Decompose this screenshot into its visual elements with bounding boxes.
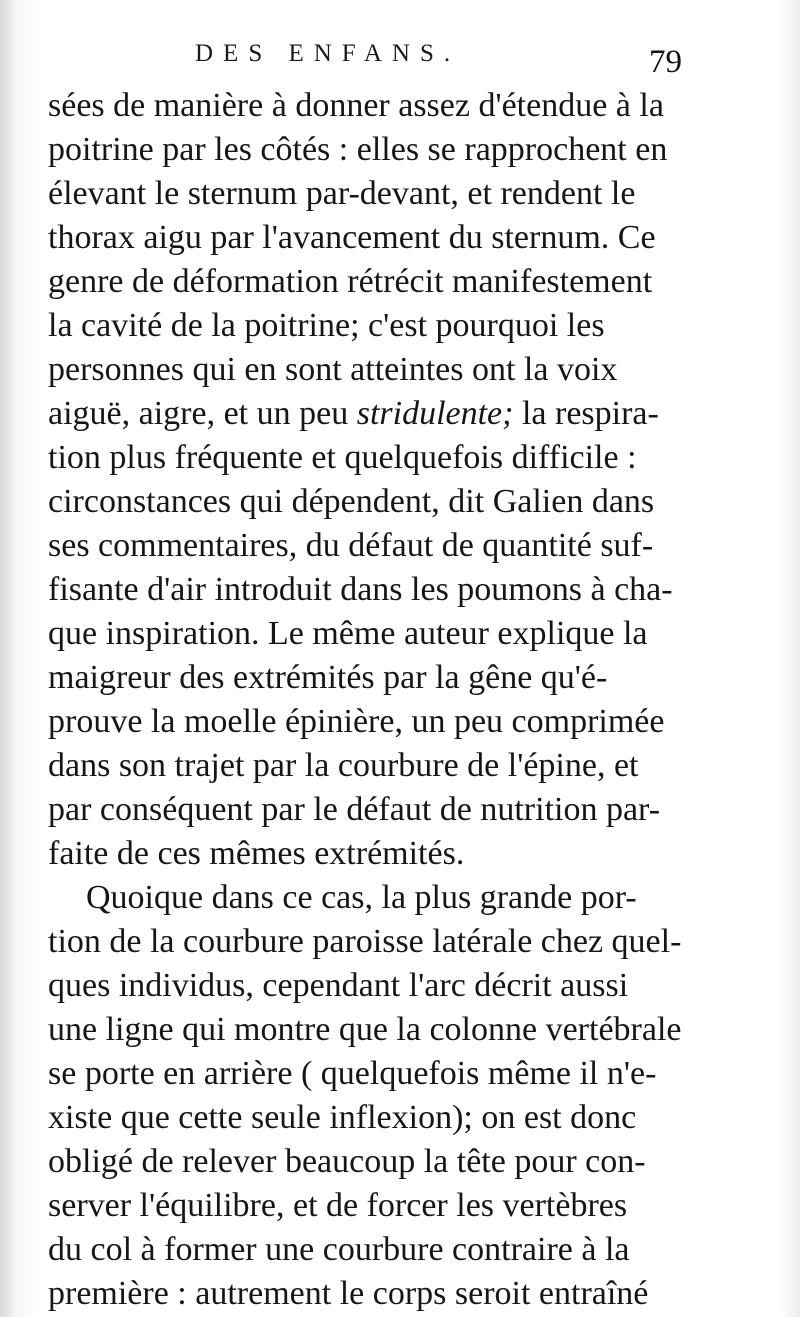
text-line: obligé de relever beaucoup la tête pour con- xyxy=(48,1143,646,1180)
text-line: que inspiration. Le même auteur explique la xyxy=(48,615,648,652)
text-line: faite de ces mêmes extrémités. xyxy=(48,835,465,872)
text-line: tion de la courbure paroisse latérale chez quel- xyxy=(48,923,682,960)
text-line: dans son trajet par la courbure de l'épine, et xyxy=(48,747,639,784)
text-line: thorax aigu par l'avancement du sternum. Ce xyxy=(48,219,656,256)
text-line: prouve la moelle épinière, un peu comprimée xyxy=(48,703,665,740)
text-line: maigreur des extrémités par la gêne qu'é- xyxy=(48,659,608,696)
running-head: DES ENFANS. xyxy=(195,40,461,67)
text-line: première : autrement le corps seroit entraîné xyxy=(48,1275,649,1312)
text-line: ses commentaires, du défaut de quantité suf- xyxy=(48,527,654,564)
text-line: tion plus fréquente et quelquefois difficile : xyxy=(48,439,637,476)
text-line: la cavité de la poitrine; c'est pourquoi les xyxy=(48,307,605,344)
text-line: Quoique dans ce cas, la plus grande por- xyxy=(86,879,637,916)
text-line: une ligne qui montre que la colonne vertébrale xyxy=(48,1011,682,1048)
text-line: personnes qui en sont atteintes ont la voix xyxy=(48,351,618,388)
text-line: sées de manière à donner assez d'étendue à la xyxy=(48,87,664,124)
text-line: fisante d'air introduit dans les poumons à cha- xyxy=(48,571,673,608)
text-line: genre de déformation rétrécit manifestement xyxy=(48,263,653,300)
text-run: la respira- xyxy=(513,395,659,432)
text-run: aiguë, aigre, et un peu xyxy=(48,395,357,432)
scan-shadow xyxy=(0,0,16,1317)
text-line xyxy=(48,392,659,436)
text-line: server l'équilibre, et de forcer les vertèbres xyxy=(48,1187,628,1224)
text-line: circonstances qui dépendent, dit Galien dans xyxy=(48,483,655,520)
text-line: ques individus, cependant l'arc décrit aussi xyxy=(48,967,629,1004)
text-line: par conséquent par le défaut de nutrition par- xyxy=(48,791,661,828)
text-line: xiste que cette seule inflexion); on est donc xyxy=(48,1099,637,1136)
text-line: élevant le sternum par-devant, et rendent le xyxy=(48,175,636,212)
text-line: du col à former une courbure contraire à la xyxy=(48,1231,630,1268)
text-line: poitrine par les côtés : elles se rapprochent en xyxy=(48,131,668,168)
page-header xyxy=(195,38,715,86)
text-line: se porte en arrière ( quelquefois même il n'e- xyxy=(48,1055,657,1092)
italic-term: stridulente; xyxy=(356,395,514,432)
page-number: 79 xyxy=(649,44,682,80)
